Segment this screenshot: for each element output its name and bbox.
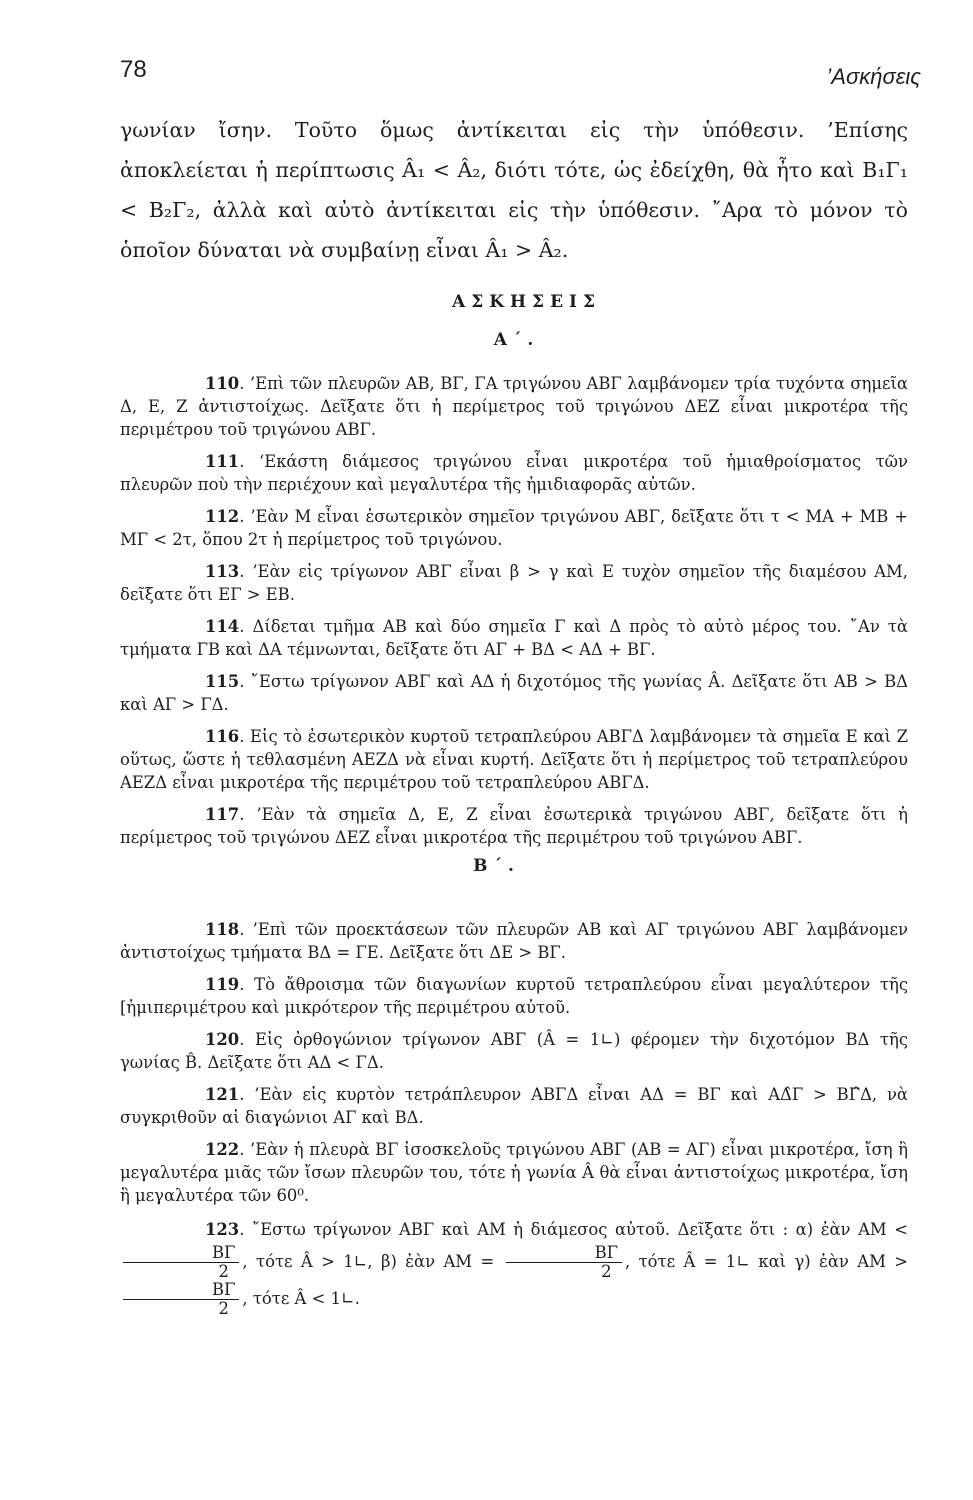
exercise-119: 119. Τὸ ἄθροισμα τῶν διαγωνίων κυρτοῦ τετραπλεύρου εἶναι μεγαλύτερον τῆς [ἡμιπεριμέτρου καὶ μικρότερον τῆς περιμέτρου αὐτοῦ. — [120, 975, 909, 1017]
exercise-text: Δίδεται τμῆμα ΑΒ καὶ δύο σημεῖα Γ καὶ Δ πρὸς τὸ αὐτὸ μέρος του. ῎Αν τὰ τμήματα ΓΒ καὶ ΔΑ τέμνωνται, δεῖξατε ὅτι ΑΓ + ΒΔ < ΑΔ + ΒΓ. — [120, 617, 908, 659]
intro-paragraph: γωνίαν ἴσην. Τοῦτο ὅμως ἀντίκειται εἰς τὴν ὑπόθεσιν. ’Επίσης ἀποκλείεται ἡ περίπτωσις Â₁ < Â₂, διότι τότε, ὡς ἐδείχθη, θὰ ἦτο καὶ Β₁Γ₁ < Β₂Γ₂, ἀλλὰ καὶ αὐτὸ ἀντίκειται εἰς τὴν ὑπόθεσιν. ῎Αρα τὸ μόνον τὸ ὁποῖον δύναται νὰ συμβαίνῃ εἶναι Â₁ > Â₂. — [120, 118, 908, 262]
fraction-bg-over-2 — [506, 1244, 622, 1281]
exercise-text: Εἰς ὀρθογώνιον τρίγωνον ΑΒΓ (Â = 1∟) φέρομεν τὴν διχοτόμον ΒΔ τῆς γωνίας B̂. Δεῖξατε ὅτι ΑΔ < ΓΔ. — [120, 1030, 909, 1072]
fraction-bg-over-2 — [123, 1281, 239, 1318]
intro-paragraph-block — [120, 110, 908, 270]
subsection-b-title: Β΄. — [473, 856, 520, 876]
exercise-number: 113 — [205, 562, 240, 581]
exercise-text: ’Εὰν ἡ πλευρὰ ΒΓ ἰσοσκελοῦς τριγώνου ΑΒΓ (ΑΒ = ΑΓ) εἶναι μικροτέρα, ἴση ἢ μεγαλυτέρα μιᾶς τῶν ἴσων πλευρῶν του, τότε ἡ γωνία Â θὰ εἶναι ἀντιστοίχως μικροτέρα, ἴση ἢ μεγαλυτέρα τῶν 60⁰. — [120, 1140, 908, 1205]
exercise-number: 114 — [205, 617, 240, 636]
exercise-number: 111 — [205, 452, 240, 471]
exercise-text-part-4: , τότε Â < 1∟. — [242, 1289, 360, 1308]
exercise-111: 111. ‘Εκάστη διάμεσος τριγώνου εἶναι μικροτέρα τοῦ ἡμιαθροίσματος τῶν πλευρῶν ποὺ τὴν περιέχουν καὶ μεγαλυτέρα τῆς ἡμιδιαφορᾶς αὐτῶν. — [120, 452, 909, 494]
exercise-number: 121 — [205, 1085, 240, 1104]
exercise-120: 120. Εἰς ὀρθογώνιον τρίγωνον ΑΒΓ (Â = 1∟) φέρομεν τὴν διχοτόμον ΒΔ τῆς γωνίας B̂. Δεῖξατε ὅτι ΑΔ < ΓΔ. — [120, 1030, 909, 1072]
exercise-text: ’Επὶ τῶν πλευρῶν ΑΒ, ΒΓ, ΓΑ τριγώνου ΑΒΓ λαμβάνομεν τρία τυχόντα σημεῖα Δ, Ε, Ζ ἀντιστοίχως. Δεῖξατε ὅτι ἡ περίμετρος τοῦ τριγώνου ΔΕΖ εἶναι μικροτέρα τῆς περιμέτρου τοῦ τριγώνου ΑΒΓ. — [120, 374, 909, 439]
fraction-numerator: ΒΓ — [506, 1244, 622, 1263]
exercise-list-b — [120, 918, 908, 1327]
exercise-number: 112 — [205, 507, 240, 526]
exercise-115: 115. ῎Εστω τρίγωνον ΑΒΓ καὶ ΑΔ ἡ διχοτόμος τῆς γωνίας Â. Δεῖξατε ὅτι ΑΒ > ΒΔ καὶ ΑΓ > ΓΔ. — [120, 672, 908, 714]
exercise-text-part-1: ῎Εστω τρίγωνον ΑΒΓ καὶ ΑΜ ἡ διάμεσος αὐτοῦ. Δεῖξατε ὅτι : α) ἐὰν ΑΜ < — [252, 1220, 908, 1239]
exercise-110: 110. ’Επὶ τῶν πλευρῶν ΑΒ, ΒΓ, ΓΑ τριγώνου ΑΒΓ λαμβάνομεν τρία τυχόντα σημεῖα Δ, Ε, Ζ ἀντιστοίχως. Δεῖξατε ὅτι ἡ περίμετρος τοῦ τριγώνου ΔΕΖ εἶναι μικροτέρα τῆς περιμέτρου τοῦ τριγώνου ΑΒΓ. — [120, 374, 909, 439]
subsection-a-title: Α΄. — [493, 330, 540, 350]
fraction-denominator: 2 — [218, 1299, 229, 1318]
exercise-list-a — [120, 372, 908, 858]
fraction-numerator: ΒΓ — [123, 1281, 239, 1300]
exercise-number: 119 — [205, 975, 240, 994]
exercise-number: 117 — [205, 805, 240, 824]
section-title: ΑΣΚΗΣΕΙΣ — [452, 292, 601, 312]
exercise-123: 123. ῎Εστω τρίγωνον ΑΒΓ καὶ ΑΜ ἡ διάμεσος αὐτοῦ. Δεῖξατε ὅτι : α) ἐὰν ΑΜ < $\frac{B\Gamma}{2}$ , τότε Â > 1∟, β) ἐὰν ΑΜ = $\frac{B\Gamma}{2}$ , τότε Â = 1∟ καὶ γ) ἐὰν ΑΜ > $\frac{B\Gamma}{2}$ , τότε Â < 1∟. — [120, 1216, 908, 1318]
exercise-text: ’Εὰν εἰς τρίγωνον ΑΒΓ εἶναι β > γ καὶ Ε τυχὸν σημεῖον τῆς διαμέσου ΑΜ, δεῖξατε ὅτι ΕΓ > ΕΒ. — [120, 562, 908, 604]
exercise-text: ’Εὰν τὰ σημεῖα Δ, Ε, Ζ εἶναι ἐσωτερικὰ τριγώνου ΑΒΓ, δεῖξατε ὅτι ἡ περίμετρος τοῦ τριγώνου ΔΕΖ εἶναι μικροτέρα τῆς περιμέτρου τοῦ τριγώνου ΑΒΓ. — [120, 805, 909, 847]
exercise-text-part-3: , τότε Â = 1∟ καὶ γ) ἐὰν ΑΜ > — [625, 1252, 908, 1271]
exercise-text: ’Επὶ τῶν προεκτάσεων τῶν πλευρῶν ΑΒ καὶ ΑΓ τριγώνου ΑΒΓ λαμβάνομεν ἀντιστοίχως τμήματα ΒΔ = ΓΕ. Δεῖξατε ὅτι ΔΕ > ΒΓ. — [120, 920, 908, 962]
exercise-text: ’Εὰν Μ εἶναι ἐσωτερικὸν σημεῖον τριγώνου ΑΒΓ, δεῖξατε ὅτι τ < ΜΑ + ΜΒ + ΜΓ < 2τ, ὅπου 2τ ἡ περίμετρος τοῦ τριγώνου. — [120, 507, 908, 549]
exercise-116: 116. Εἰς τὸ ἐσωτερικὸν κυρτοῦ τετραπλεύρου ΑΒΓΔ λαμβάνομεν τὰ σημεῖα Ε καὶ Ζ οὕτως, ὥστε ἡ τεθλασμένη ΑΕΖΔ νὰ εἶναι κυρτή. Δεῖξατε ὅτι ἡ περίμετρος τοῦ τετραπλεύρου ΑΕΖΔ εἶναι μικροτέρα τῆς περιμέτρου τοῦ τετραπλεύρου ΑΒΓΔ. — [120, 727, 908, 792]
exercise-121: 121. ’Εὰν εἰς κυρτὸν τετράπλευρον ΑΒΓΔ εἶναι ΑΔ = ΒΓ καὶ ΑΔ̂Γ > ΒΓ̂Δ, νὰ συγκριθοῦν αἱ διαγώνιοι ΑΓ καὶ ΒΔ. — [120, 1085, 908, 1127]
page-header — [120, 56, 921, 92]
exercise-number: 116 — [205, 727, 240, 746]
exercise-number: 123 — [205, 1220, 240, 1239]
exercise-text: Εἰς τὸ ἐσωτερικὸν κυρτοῦ τετραπλεύρου ΑΒΓΔ λαμβάνομεν τὰ σημεῖα Ε καὶ Ζ οὕτως, ὥστε ἡ τεθλασμένη ΑΕΖΔ νὰ εἶναι κυρτή. Δεῖξατε ὅτι ἡ περίμετρος τοῦ τετραπλεύρου ΑΕΖΔ εἶναι μικροτέρα τῆς περιμέτρου τοῦ τετραπλεύρου ΑΒΓΔ. — [120, 727, 908, 792]
exercise-122: 122. ’Εὰν ἡ πλευρὰ ΒΓ ἰσοσκελοῦς τριγώνου ΑΒΓ (ΑΒ = ΑΓ) εἶναι μικροτέρα, ἴση ἢ μεγαλυτέρα μιᾶς τῶν ἴσων πλευρῶν του, τότε ἡ γωνία Â θὰ εἶναι ἀντιστοίχως μικροτέρα, ἴση ἢ μεγαλυτέρα τῶν 60⁰. — [120, 1140, 908, 1205]
exercise-number: 115 — [205, 672, 240, 691]
fraction-denominator: 2 — [218, 1262, 229, 1281]
exercise-text: ῎Εστω τρίγωνον ΑΒΓ καὶ ΑΔ ἡ διχοτόμος τῆς γωνίας Â. Δεῖξατε ὅτι ΑΒ > ΒΔ καὶ ΑΓ > ΓΔ. — [120, 672, 908, 714]
exercise-number: 118 — [205, 920, 240, 939]
fraction-numerator: ΒΓ — [123, 1244, 239, 1263]
exercise-117: 117. ’Εὰν τὰ σημεῖα Δ, Ε, Ζ εἶναι ἐσωτερικὰ τριγώνου ΑΒΓ, δεῖξατε ὅτι ἡ περίμετρος τοῦ τριγώνου ΔΕΖ εἶναι μικροτέρα τῆς περιμέτρου τοῦ τριγώνου ΑΒΓ. — [120, 805, 909, 847]
exercise-118: 118. ’Επὶ τῶν προεκτάσεων τῶν πλευρῶν ΑΒ καὶ ΑΓ τριγώνου ΑΒΓ λαμβάνομεν ἀντιστοίχως τμήματα ΒΔ = ΓΕ. Δεῖξατε ὅτι ΔΕ > ΒΓ. — [120, 920, 908, 962]
fraction-bg-over-2 — [123, 1244, 239, 1281]
exercise-114: 114. Δίδεται τμῆμα ΑΒ καὶ δύο σημεῖα Γ καὶ Δ πρὸς τὸ αὐτὸ μέρος του. ῎Αν τὰ τμήματα ΓΒ καὶ ΔΑ τέμνωνται, δεῖξατε ὅτι ΑΓ + ΒΔ < ΑΔ + ΒΓ. — [120, 617, 908, 659]
exercise-number: 120 — [205, 1030, 240, 1049]
exercise-113: 113. ’Εὰν εἰς τρίγωνον ΑΒΓ εἶναι β > γ καὶ Ε τυχὸν σημεῖον τῆς διαμέσου ΑΜ, δεῖξατε ὅτι ΕΓ > ΕΒ. — [120, 562, 908, 604]
exercise-text-part-2: , τότε Â > 1∟, β) ἐὰν ΑΜ = — [242, 1252, 495, 1271]
exercise-number: 110 — [205, 374, 240, 393]
exercise-number: 122 — [205, 1140, 240, 1159]
exercise-text: ’Εὰν εἰς κυρτὸν τετράπλευρον ΑΒΓΔ εἶναι ΑΔ = ΒΓ καὶ ΑΔ̂Γ > ΒΓ̂Δ, νὰ συγκριθοῦν αἱ διαγώνιοι ΑΓ καὶ ΒΔ. — [120, 1085, 908, 1127]
exercise-text: Τὸ ἄθροισμα τῶν διαγωνίων κυρτοῦ τετραπλεύρου εἶναι μεγαλύτερον τῆς [ἡμιπεριμέτρου καὶ μικρότερον τῆς περιμέτρου αὐτοῦ. — [120, 975, 909, 1017]
exercise-text: ‘Εκάστη διάμεσος τριγώνου εἶναι μικροτέρα τοῦ ἡμιαθροίσματος τῶν πλευρῶν ποὺ τὴν περιέχουν καὶ μεγαλυτέρα τῆς ἡμιδιαφορᾶς αὐτῶν. — [120, 452, 909, 494]
page-number: 78 — [120, 56, 147, 83]
exercise-112: 112. ’Εὰν Μ εἶναι ἐσωτερικὸν σημεῖον τριγώνου ΑΒΓ, δεῖξατε ὅτι τ < ΜΑ + ΜΒ + ΜΓ < 2τ, ὅπου 2τ ἡ περίμετρος τοῦ τριγώνου. — [120, 507, 908, 549]
running-title: ’Ασκήσεις — [826, 64, 921, 89]
fraction-denominator: 2 — [601, 1262, 612, 1281]
